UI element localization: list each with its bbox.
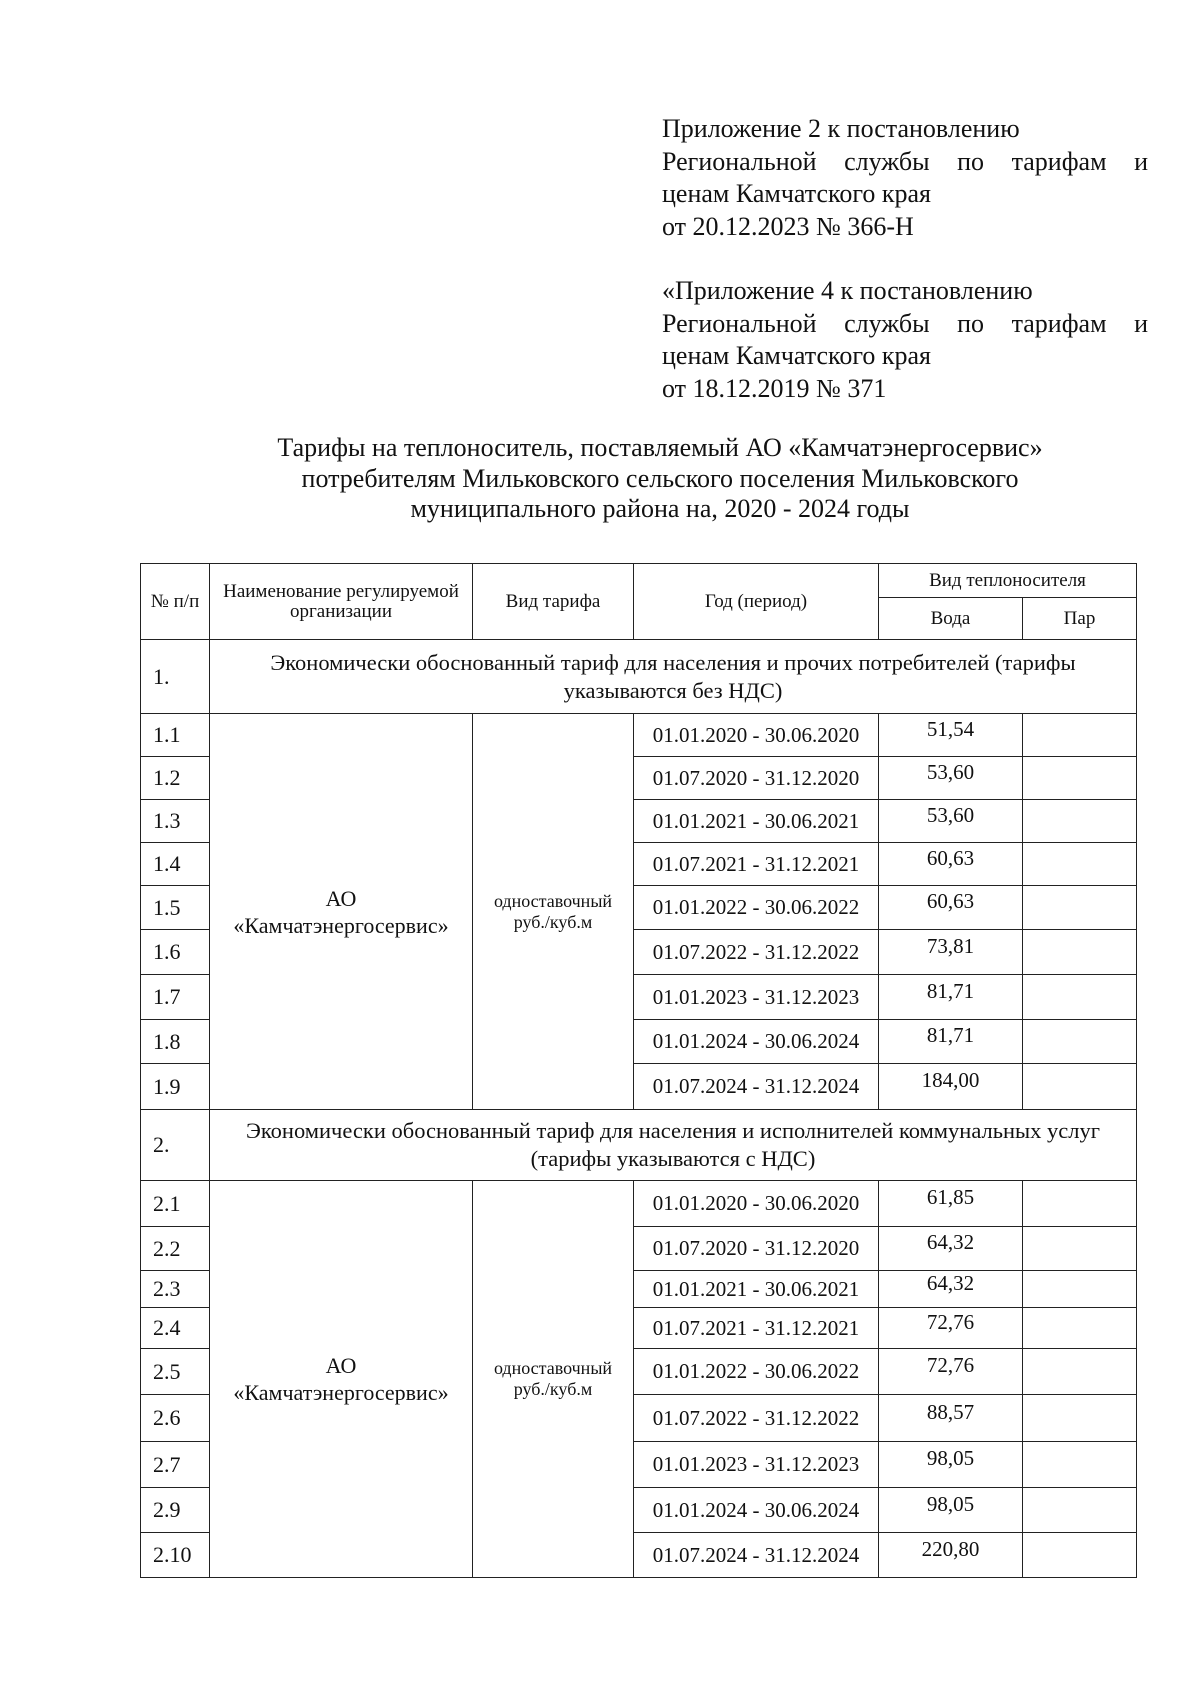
period-cell: 01.07.2022 - 31.12.2022 xyxy=(634,1395,879,1442)
appendix-current-line3: ценам Камчатского края xyxy=(662,179,931,208)
steam-value xyxy=(1023,1271,1137,1308)
steam-value xyxy=(1023,757,1137,800)
steam-value xyxy=(1023,1020,1137,1064)
tariff-type-line2: руб./куб.м xyxy=(513,911,593,932)
water-value-text: 53,60 xyxy=(926,759,975,784)
header-carrier: Вид теплоносителя xyxy=(879,564,1137,598)
row-num: 1.2 xyxy=(141,757,210,800)
period-cell: 01.07.2024 - 31.12.2024 xyxy=(634,1064,879,1110)
period-cell: 01.01.2024 - 30.06.2024 xyxy=(634,1488,879,1533)
tariff-type-line1: одноставочный xyxy=(493,890,613,911)
tariff-table xyxy=(140,563,1137,1578)
water-value xyxy=(879,1442,1023,1488)
steam-value xyxy=(1023,1533,1137,1578)
header-period: Год (период) xyxy=(634,564,879,640)
period-cell: 01.01.2022 - 30.06.2022 xyxy=(634,886,879,930)
steam-value xyxy=(1023,1442,1137,1488)
water-value-text: 51,54 xyxy=(926,716,975,741)
org-name-line2: «Камчатэнергосервис» xyxy=(233,1380,449,1405)
row-num: 1.8 xyxy=(141,1020,210,1064)
water-value-text: 81,71 xyxy=(926,1023,975,1047)
water-value xyxy=(879,1395,1023,1442)
table-body xyxy=(141,640,1137,1578)
row-num: 1.4 xyxy=(141,843,210,886)
water-value xyxy=(879,1064,1023,1110)
steam-value xyxy=(1023,1181,1137,1227)
appendix-original-line3: ценам Камчатского края xyxy=(662,341,931,370)
steam-value xyxy=(1023,975,1137,1020)
water-value-text: 60,63 xyxy=(926,889,975,913)
water-value-text: 88,57 xyxy=(926,1399,975,1424)
water-value-text: 53,60 xyxy=(926,802,975,827)
steam-value xyxy=(1023,1349,1137,1395)
section-title: Экономически обоснованный тариф для населения и прочих потребителей (тарифы указываются без НДС) xyxy=(210,640,1137,714)
steam-value xyxy=(1023,886,1137,930)
steam-value xyxy=(1023,800,1137,843)
table-row xyxy=(141,1181,1137,1227)
water-value xyxy=(879,714,1023,757)
water-value xyxy=(879,1181,1023,1227)
steam-value xyxy=(1023,1308,1137,1349)
tariff-type xyxy=(473,714,634,1110)
section-num: 1. xyxy=(141,640,210,714)
section-num: 2. xyxy=(141,1110,210,1181)
water-value-text: 98,05 xyxy=(926,1446,975,1470)
water-value-text: 73,81 xyxy=(926,933,975,958)
title-line1: Тарифы на теплоноситель, поставляемый АО «Камчатэнергосервис» xyxy=(277,433,1043,462)
org-name-line2: «Камчатэнергосервис» xyxy=(233,912,449,938)
water-value-text: 184,00 xyxy=(921,1068,980,1092)
section-header-row xyxy=(141,1110,1137,1181)
period-cell: 01.01.2020 - 30.06.2020 xyxy=(634,1181,879,1227)
table-row xyxy=(141,714,1137,757)
water-value-text: 61,85 xyxy=(926,1185,975,1209)
row-num: 1.7 xyxy=(141,975,210,1020)
appendix-spacer xyxy=(662,243,1148,275)
appendix-original-line4: от 18.12.2019 № 371 xyxy=(662,373,887,403)
period-cell: 01.01.2021 - 30.06.2021 xyxy=(634,800,879,843)
section-header-row xyxy=(141,640,1137,714)
period-cell: 01.01.2023 - 31.12.2023 xyxy=(634,975,879,1020)
water-value xyxy=(879,975,1023,1020)
appendix-current-line4: от 20.12.2023 № 366-Н xyxy=(662,211,914,241)
row-num: 1.9 xyxy=(141,1064,210,1110)
water-value xyxy=(879,1488,1023,1533)
section-title: Экономически обоснованный тариф для населения и исполнителей коммунальных услуг (тарифы указываются с НДС) xyxy=(210,1110,1137,1181)
appendix-block xyxy=(662,113,1148,405)
water-value xyxy=(879,1271,1023,1308)
row-num: 2.1 xyxy=(141,1181,210,1227)
period-cell: 01.01.2021 - 30.06.2021 xyxy=(634,1271,879,1308)
period-cell: 01.01.2022 - 30.06.2022 xyxy=(634,1349,879,1395)
water-value xyxy=(879,886,1023,930)
org-name-line1: АО xyxy=(325,885,357,911)
title-line2: потребителям Мильковского сельского поселения Мильковского xyxy=(301,463,1019,493)
header-org: Наименование регулируемой организации xyxy=(210,564,473,640)
period-cell: 01.01.2024 - 30.06.2024 xyxy=(634,1020,879,1064)
row-num: 2.5 xyxy=(141,1349,210,1395)
steam-value xyxy=(1023,1064,1137,1110)
row-num: 2.9 xyxy=(141,1488,210,1533)
water-value-text: 81,71 xyxy=(926,978,975,1003)
tariff-type xyxy=(473,1181,634,1578)
row-num: 1.6 xyxy=(141,930,210,975)
title-line3: муниципального района на, 2020 - 2024 годы xyxy=(410,494,910,523)
org-name xyxy=(210,1181,473,1578)
period-cell: 01.07.2021 - 31.12.2021 xyxy=(634,1308,879,1349)
water-value xyxy=(879,843,1023,886)
period-cell: 01.07.2024 - 31.12.2024 xyxy=(634,1533,879,1578)
water-value xyxy=(879,930,1023,975)
water-value-text: 60,63 xyxy=(926,845,975,870)
water-value xyxy=(879,1533,1023,1578)
period-cell: 01.01.2020 - 30.06.2020 xyxy=(634,714,879,757)
row-num: 1.5 xyxy=(141,886,210,930)
appendix-original-line2: Региональной службы по тарифам и xyxy=(662,308,1148,338)
row-num: 1.1 xyxy=(141,714,210,757)
tariff-type-line1: одноставочный xyxy=(493,1358,613,1378)
water-value-text: 220,80 xyxy=(921,1536,980,1561)
row-num: 2.4 xyxy=(141,1308,210,1349)
header-num: № п/п xyxy=(141,564,210,640)
water-value xyxy=(879,1020,1023,1064)
water-value-text: 72,76 xyxy=(926,1353,975,1377)
tariff-type-line2: руб./куб.м xyxy=(513,1379,593,1399)
steam-value xyxy=(1023,843,1137,886)
water-value-text: 64,32 xyxy=(926,1230,975,1254)
period-cell: 01.07.2020 - 31.12.2020 xyxy=(634,1227,879,1271)
row-num: 2.2 xyxy=(141,1227,210,1271)
appendix-original-line1: «Приложение 4 к постановлению xyxy=(662,276,1033,305)
header-water: Вода xyxy=(879,598,1023,640)
steam-value xyxy=(1023,930,1137,975)
steam-value xyxy=(1023,1395,1137,1442)
steam-value xyxy=(1023,1488,1137,1533)
header-steam: Пар xyxy=(1023,598,1137,640)
row-num: 2.7 xyxy=(141,1442,210,1488)
org-name-line1: АО xyxy=(325,1353,357,1378)
row-num: 2.6 xyxy=(141,1395,210,1442)
period-cell: 01.07.2020 - 31.12.2020 xyxy=(634,757,879,800)
water-value xyxy=(879,757,1023,800)
water-value-text: 98,05 xyxy=(926,1491,975,1516)
header-tariff-type: Вид тарифа xyxy=(473,564,634,640)
water-value-text: 64,32 xyxy=(926,1270,975,1295)
appendix-current-line2: Региональной службы по тарифам и xyxy=(662,146,1148,176)
period-cell: 01.07.2021 - 31.12.2021 xyxy=(634,843,879,886)
row-num: 2.10 xyxy=(141,1533,210,1578)
document-title xyxy=(140,433,1180,525)
water-value xyxy=(879,800,1023,843)
water-value xyxy=(879,1227,1023,1271)
row-num: 1.3 xyxy=(141,800,210,843)
steam-value xyxy=(1023,1227,1137,1271)
water-value xyxy=(879,1308,1023,1349)
org-name xyxy=(210,714,473,1110)
steam-value xyxy=(1023,714,1137,757)
table-header xyxy=(141,564,1137,640)
appendix-current-line1: Приложение 2 к постановлению xyxy=(662,114,1020,143)
row-num: 2.3 xyxy=(141,1271,210,1308)
period-cell: 01.07.2022 - 31.12.2022 xyxy=(634,930,879,975)
period-cell: 01.01.2023 - 31.12.2023 xyxy=(634,1442,879,1488)
water-value-text: 72,76 xyxy=(926,1309,975,1334)
water-value xyxy=(879,1349,1023,1395)
